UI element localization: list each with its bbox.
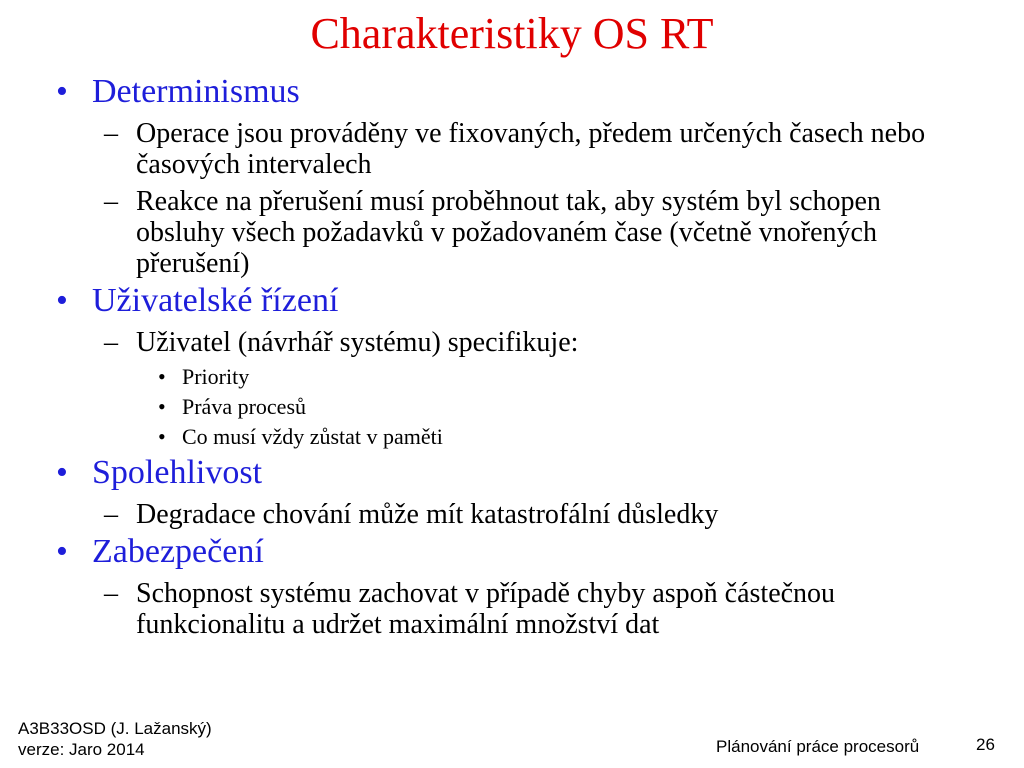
section-heading-label: Determinismus <box>92 73 300 110</box>
list-item-text: Reakce na přerušení musí proběhnout tak, aby systém byl schopen obsluhy všech požadavků v požadovaném čase (včetně vnořených přerušení) <box>136 186 881 279</box>
section-heading-zabezpeceni <box>52 532 982 572</box>
slide-title: Charakteristiky OS RT <box>310 9 714 58</box>
bullet-icon: • <box>158 424 166 449</box>
list-item <box>52 327 926 358</box>
bullet-icon: • <box>56 454 68 491</box>
dash-icon: – <box>104 186 118 217</box>
bullet-icon: • <box>56 533 68 570</box>
footer-course-info <box>18 718 212 760</box>
sub-list-item-text: Co musí vždy zůstat v paměti <box>182 424 443 449</box>
sub-list-item <box>52 362 982 391</box>
list-item <box>52 118 926 180</box>
footer-version: verze: Jaro 2014 <box>18 740 145 759</box>
bullet-icon: • <box>158 364 166 389</box>
dash-icon: – <box>104 578 118 609</box>
list-item <box>52 186 926 279</box>
bullet-icon: • <box>158 394 166 419</box>
list-item-text: Uživatel (návrhář systému) specifikuje: <box>136 327 579 358</box>
sub-list-item-text: Priority <box>182 364 250 389</box>
section-heading-label: Uživatelské řízení <box>92 282 339 319</box>
dash-icon: – <box>104 118 118 149</box>
footer-topic: Plánování práce procesorů <box>716 737 920 756</box>
section-heading-label: Spolehlivost <box>92 454 263 491</box>
section-heading-determinismus <box>52 72 982 112</box>
sub-list-item <box>52 422 982 451</box>
list-item <box>52 578 926 640</box>
section-heading-label: Zabezpečení <box>92 533 264 570</box>
page-number: 26 <box>976 735 995 754</box>
bullet-icon: • <box>56 282 68 319</box>
sub-list-item-text: Práva procesů <box>182 394 307 419</box>
footer-course: A3B33OSD (J. Lažanský) <box>18 719 212 738</box>
dash-icon: – <box>104 499 118 530</box>
section-heading-spolehlivost <box>52 453 982 493</box>
sub-list-item <box>52 392 982 421</box>
section-heading-uzivatelske-rizeni <box>52 281 982 321</box>
bullet-icon: • <box>56 73 68 110</box>
slide-content <box>52 70 982 640</box>
dash-icon: – <box>104 327 118 358</box>
list-item-text: Operace jsou prováděny ve fixovaných, předem určených časech nebo časových intervalech <box>136 118 926 180</box>
list-item <box>52 499 926 530</box>
list-item-text: Degradace chování může mít katastrofální důsledky <box>136 499 719 530</box>
list-item-text: Schopnost systému zachovat v případě chyby aspoň částečnou funkcionalitu a udržet maximální množství dat <box>136 578 836 640</box>
